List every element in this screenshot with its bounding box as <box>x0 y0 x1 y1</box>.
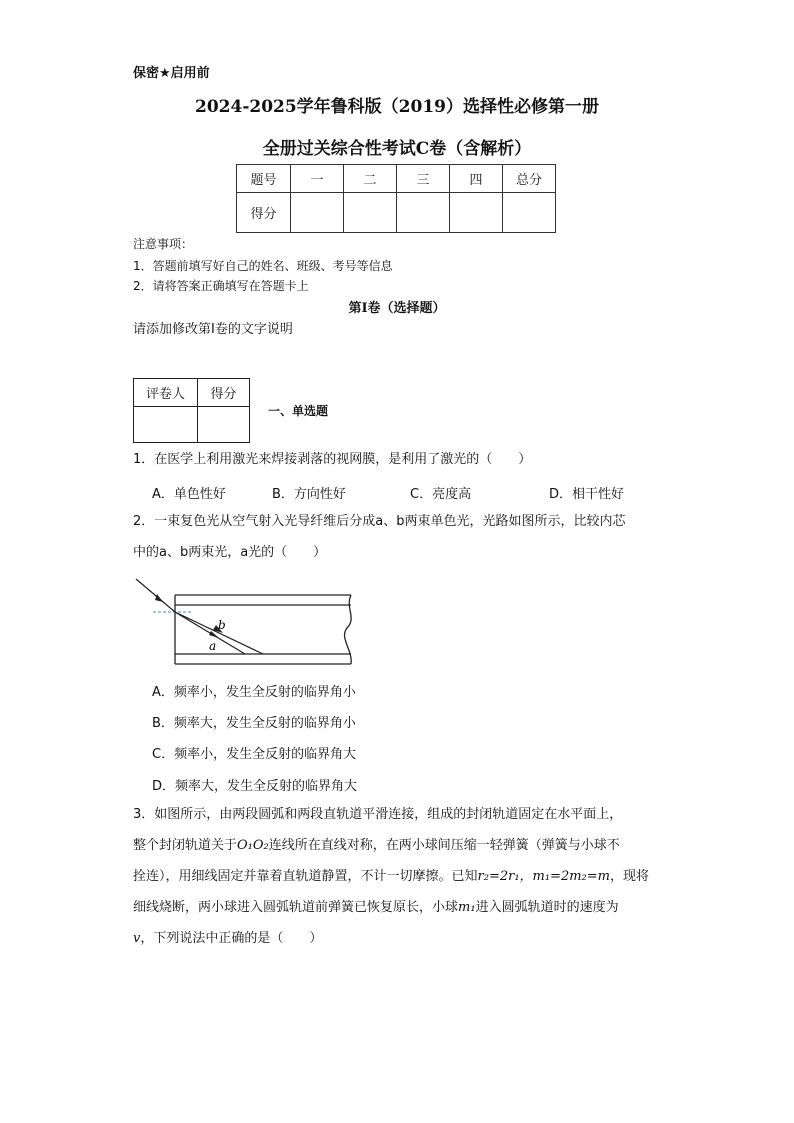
ray-label-b: b <box>218 618 226 632</box>
note-item-2: 2．请将答案正确填写在答题卡上 <box>133 279 309 293</box>
score-cell <box>291 193 344 233</box>
optical-fiber-figure <box>133 576 363 668</box>
notes-heading: 注意事项： <box>133 237 194 251</box>
q2-option-d: D．频率大，发生全反射的临界角大 <box>152 779 358 794</box>
q3-line4 <box>133 893 619 923</box>
q2-option-b: B．频率大，发生全反射的临界角小 <box>152 716 356 731</box>
exam-title-line2: 全册过关综合性考试C卷（含解析） <box>262 139 532 159</box>
q1-stem: 1．在医学上利用激光来焊接剥落的视网膜，是利用了激光的（ ） <box>133 452 532 467</box>
score-col-total: 总分 <box>503 165 556 193</box>
score-cell <box>344 193 397 233</box>
q3-line4-text-b: 进入圆弧轨道时的速度为 <box>475 900 619 915</box>
q3-line3-text-b: ，现将 <box>610 869 650 884</box>
ray-label-a: a <box>209 639 217 653</box>
section-title: 第I卷（选择题） <box>348 301 446 316</box>
score-col-3: 三 <box>397 165 450 193</box>
q3-line3 <box>133 862 649 892</box>
score-cell <box>503 193 556 233</box>
q3-line5-math: v <box>133 931 141 946</box>
score-table-header-label: 题号 <box>237 165 291 193</box>
section-description: 请添加修改第I卷的文字说明 <box>133 322 293 337</box>
q2-stem-line2: 中的a、b两束光，a光的（ ） <box>133 545 327 560</box>
q2-option-a: A．频率小，发生全反射的临界角小 <box>152 685 356 700</box>
q3-line2 <box>133 831 620 861</box>
grader-cell <box>198 407 250 443</box>
incident-arrow-icon <box>155 594 163 602</box>
grader-cell <box>134 407 198 443</box>
q2-stem-line1: 2．一束复色光从空气射入光导纤维后分成a、b两束单色光，光路如图所示，比较内芯 <box>133 514 626 529</box>
q1-option-a: A．单色性好 <box>152 487 226 502</box>
score-col-1: 一 <box>291 165 344 193</box>
q3-line2-text-a: 整个封闭轨道关于 <box>133 838 238 853</box>
q1-option-d: D．相干性好 <box>549 487 625 502</box>
score-col-2: 二 <box>344 165 397 193</box>
q2-option-c: C．频率小，发生全反射的临界角大 <box>152 747 357 762</box>
q1-option-c: C．亮度高 <box>410 487 472 502</box>
grader-table <box>133 378 250 443</box>
part-title: 一、单选题 <box>268 404 329 418</box>
q3-line4-text-a: 细线烧断，两小球进入圆弧轨道前弹簧已恢复原长，小球 <box>133 900 459 915</box>
incident-ray <box>136 579 175 612</box>
q3-line3-text-a: 拴连），用细线固定并靠着直轨道静置，不计一切摩擦。已知 <box>133 869 478 884</box>
note-item-1: 1．答题前填写好自己的姓名、班级、考号等信息 <box>133 259 393 273</box>
q3-line2-math: O₁O₂ <box>237 838 269 853</box>
score-cell <box>450 193 503 233</box>
secret-label: 保密★启用前 <box>133 66 210 81</box>
q3-line4-math: m₁ <box>458 900 476 915</box>
q1-option-b: B．方向性好 <box>272 487 346 502</box>
score-col-4: 四 <box>450 165 503 193</box>
q3-line3-math: r₂=2r₁，m₁=2m₂=m <box>477 869 610 884</box>
score-table <box>236 164 556 233</box>
q3-line5 <box>133 924 322 954</box>
score-cell <box>397 193 450 233</box>
grader-score-label: 得分 <box>198 379 250 407</box>
exam-title-line1: 2024-2025学年鲁科版（2019）选择性必修第一册 <box>195 97 599 117</box>
score-row-label: 得分 <box>237 193 291 233</box>
grader-label: 评卷人 <box>134 379 198 407</box>
q3-line2-text-b: 连线所在直线对称，在两小球间压缩一轻弹簧（弹簧与小球不 <box>268 838 620 853</box>
q3-line1: 3．如图所示，由两段圆弧和两段直轨道平滑连接，组成的封闭轨道固定在水平面上， <box>133 807 623 822</box>
q3-line5-text-b: ，下列说法中正确的是（ ） <box>140 931 323 946</box>
